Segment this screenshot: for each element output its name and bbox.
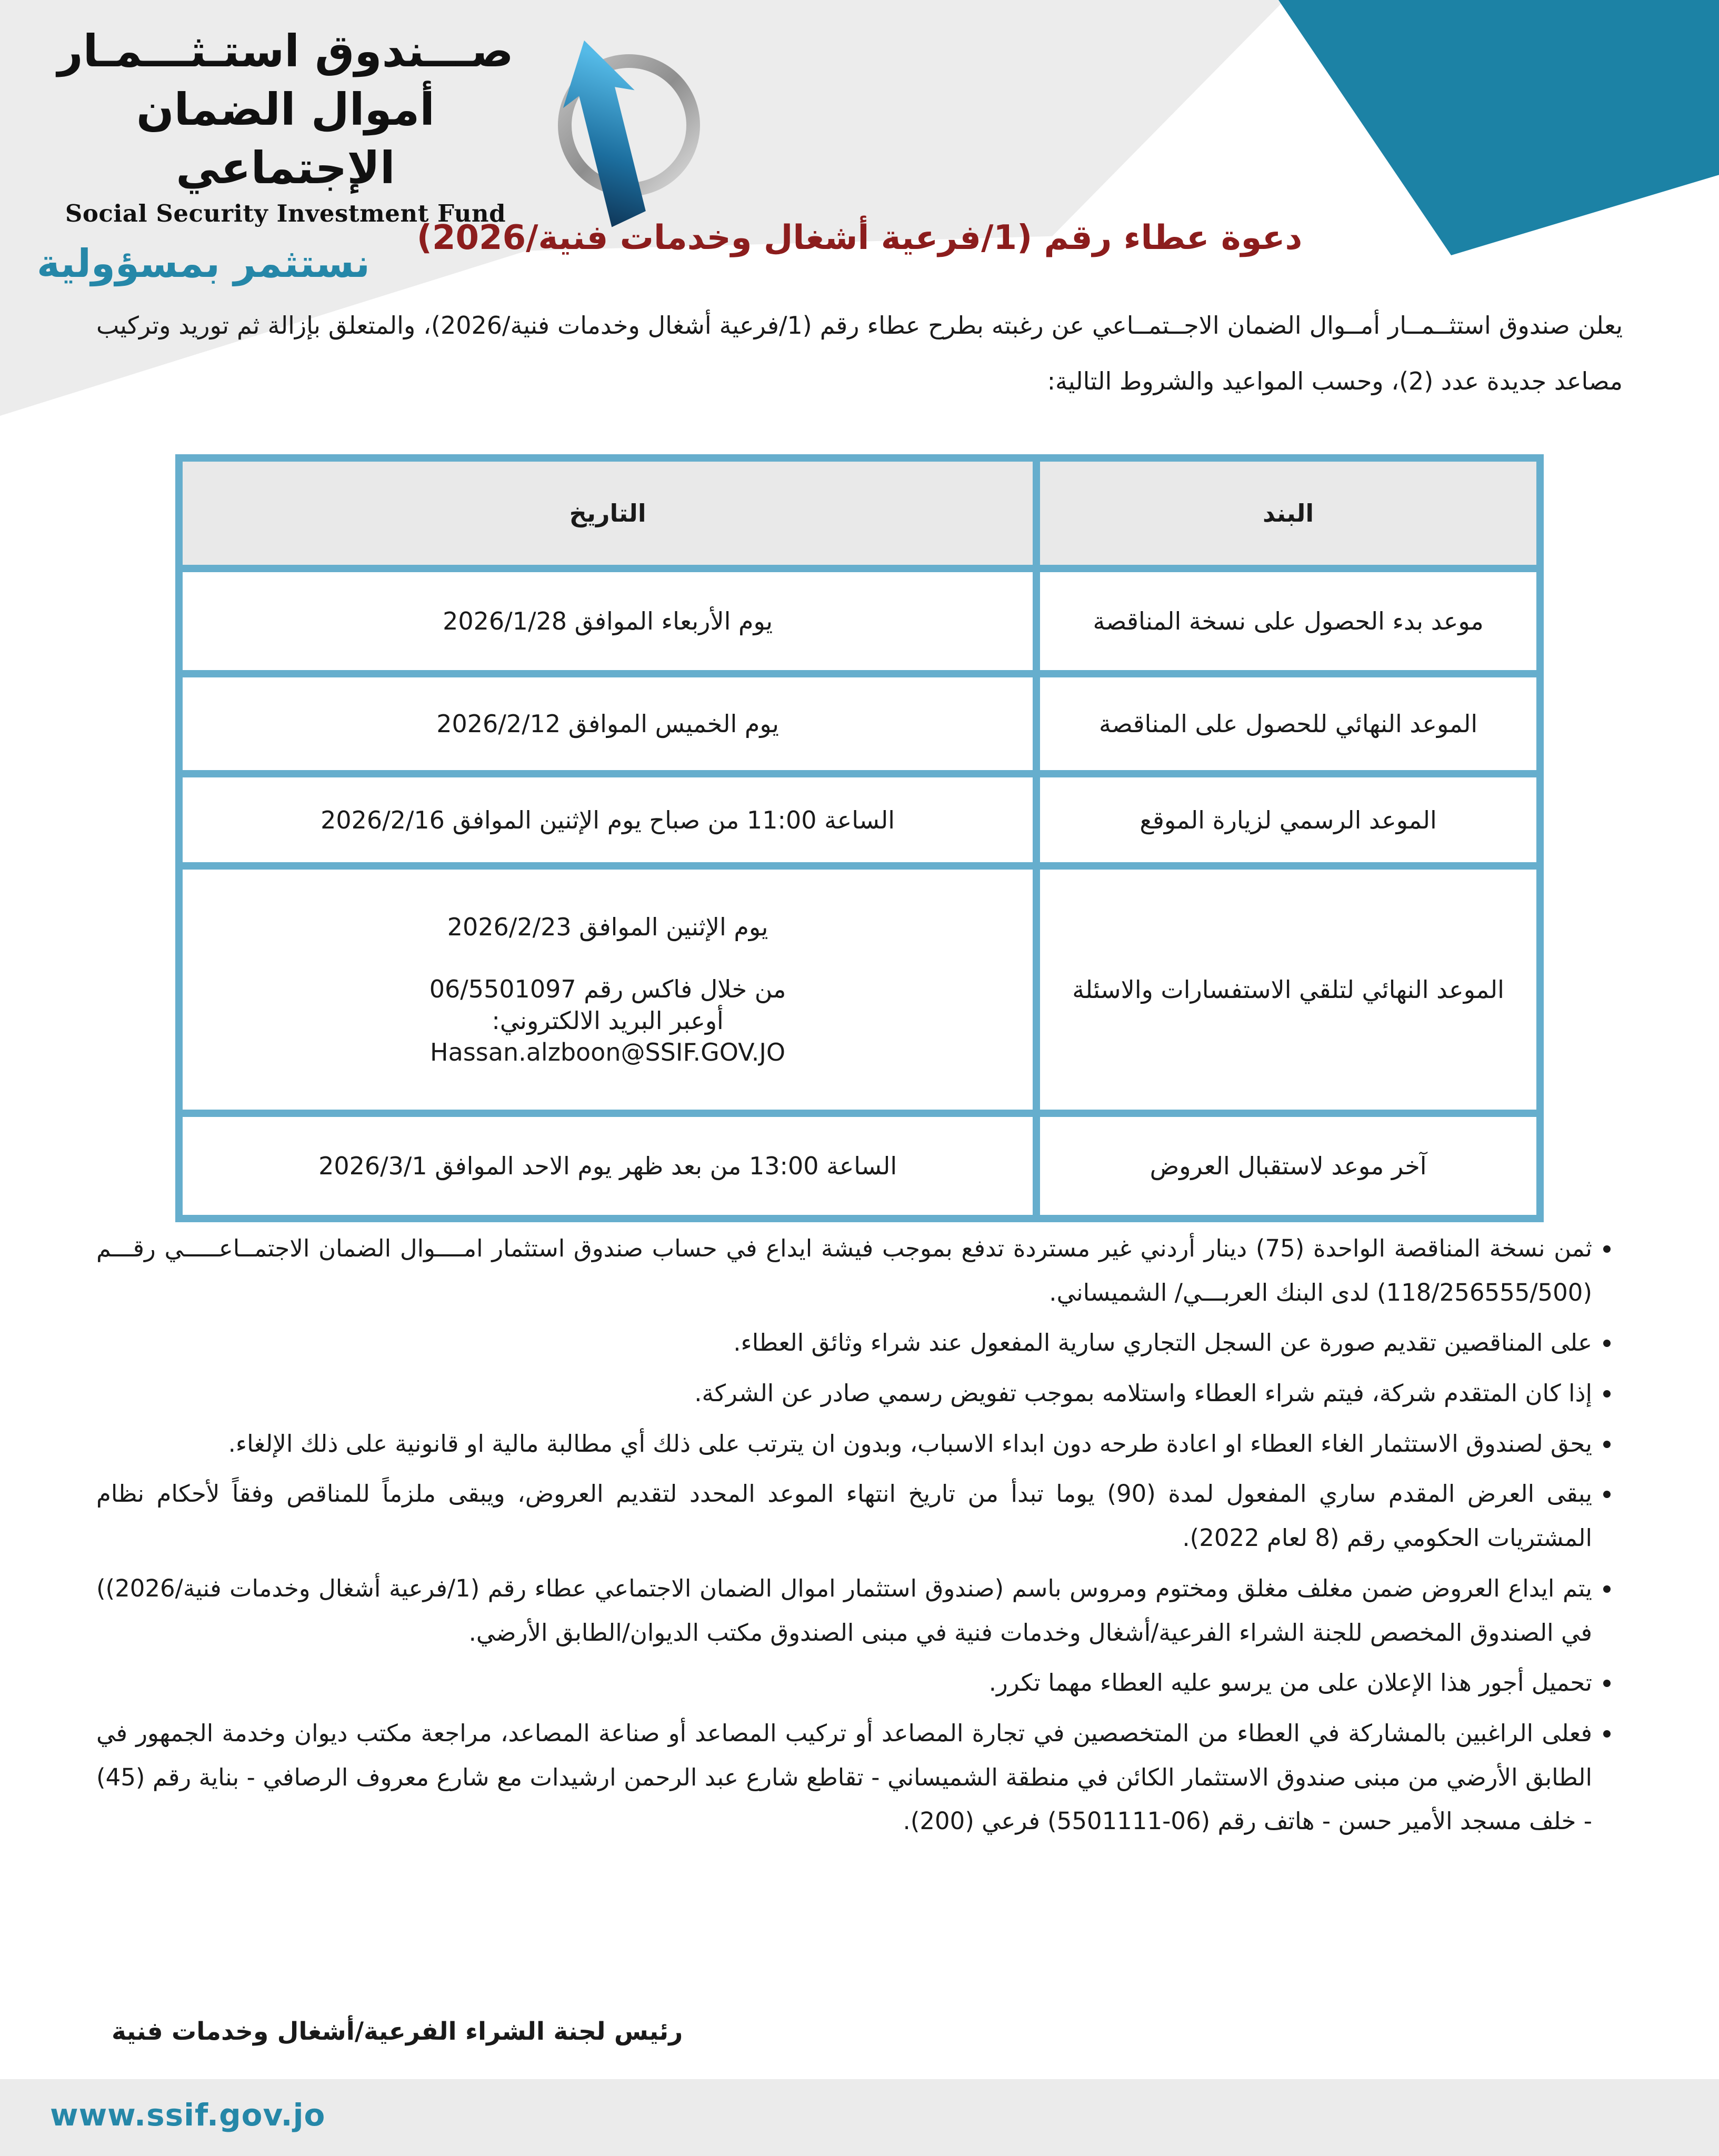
list-item: • فعلى الراغبين بالمشاركة في العطاء من المتخصصين في تجارة المصاعد أو تركيب المصاعد أو صناعة المصاعد، مراجعة مكتب ديوان وخدمة الجمهور في الطابق الأرضي من مبنى صندوق الاستثمار الكائن في منطقة الشميساني - تقاطع شارع عبد الرحمن ارشيدات مع شارع معروف الرصافي - بناية رقم (45) - خلف مسجد الأمير حسن - هاتف رقم (06-5501111) فرعي (200).	[96, 1711, 1592, 1843]
table-row	[179, 774, 1540, 866]
cell-date: يوم الخميس الموافق 2026/2/12	[179, 674, 1036, 774]
table-row	[179, 568, 1540, 674]
arrow-circle-icon	[518, 20, 703, 231]
list-item: • ثمن نسخة المناقصة الواحدة (75) دينار أردني غير مستردة تدفع بموجب فيشة ايداع في حساب صندوق استثمار امــــوال الضمان الاجتمــاعـــــي رقـــم (118/256555/500) لدى البنك العربـــي/ الشميساني.	[96, 1226, 1592, 1314]
table-row	[179, 866, 1540, 1113]
column-header-item: البند	[1036, 458, 1540, 568]
list-item: • يحق لصندوق الاستثمار الغاء العطاء او اعادة طرحه دون ابداء الاسباب، وبدون ان يترتب على ذلك أي مطالبة مالية او قانونية على ذلك الإلغاء.	[96, 1422, 1592, 1466]
column-header-date: التاريخ	[179, 458, 1036, 568]
intro-paragraph: يعلن صندوق استثــمــار أمــوال الضمان الاجــتمــاعي عن رغبته بطرح عطاء رقم (1/فرعية أشغال وخدمات فنية/2026)، والمتعلق بإزالة ثم توريد وتركيب مصاعد جديدة عدد (2)، وحسب المواعيد والشروط التالية:	[96, 311, 1623, 395]
cell-item: آخر موعد لاستقبال العروض	[1036, 1113, 1540, 1219]
cell-email-address: Hassan.alzboon@SSIF.GOV.JO	[430, 1038, 786, 1066]
cell-item: الموعد النهائي للحصول على المناقصة	[1036, 674, 1540, 774]
list-item: • تحميل أجور هذا الإعلان على من يرسو عليه العطاء مهما تكرر.	[96, 1661, 1592, 1705]
tender-title: دعوة عطاء رقم (1/فرعية أشغال وخدمات فنية/2026)	[416, 218, 1303, 257]
logo-english-name: Social Security Investment Fund	[65, 199, 506, 227]
footer-bar	[0, 2079, 1719, 2156]
cell-email-label: أوعبر البريد الالكتروني:	[492, 1006, 724, 1035]
cell-date: الساعة 11:00 من صباح يوم الإثنين الموافق 2026/2/16	[179, 774, 1036, 866]
table-row	[179, 1113, 1540, 1219]
cell-fax-line: من خلال فاكس رقم 06/5501097	[429, 975, 786, 1003]
list-item: • إذا كان المتقدم شركة، فيتم شراء العطاء واستلامه بموجب تفويض رسمي صادر عن الشركة.	[96, 1371, 1592, 1415]
header-teal-accent-shape	[1278, 0, 1719, 255]
logo-tagline: نستثمر بمسؤولية	[37, 241, 370, 286]
cell-item: الموعد الرسمي لزيارة الموقع	[1036, 774, 1540, 866]
cell-spacer	[204, 944, 1012, 972]
cell-date-line: يوم الإثنين الموافق 2026/2/23	[447, 913, 768, 941]
logo-arabic-line1: صـــندوق استـثـــمـار	[57, 25, 514, 77]
list-item: • يبقى العرض المقدم ساري المفعول لمدة (90) يوما تبدأ من تاريخ انتهاء الموعد المحدد لتقديم العروض، ويبقى ملزماً للمناقص وفقاً لأحكام نظام المشتريات الحكومي رقم (8 لعام 2022).	[96, 1472, 1592, 1560]
table-row	[179, 674, 1540, 774]
cell-date	[179, 866, 1036, 1113]
schedule-table	[175, 454, 1544, 1222]
signature-line: رئيس لجنة الشراء الفرعية/أشغال وخدمات فنية	[112, 2017, 683, 2046]
cell-date: يوم الأربعاء الموافق 2026/1/28	[179, 568, 1036, 674]
website-link: www.ssif.gov.jo	[50, 2097, 326, 2133]
cell-item: موعد بدء الحصول على نسخة المناقصة	[1036, 568, 1540, 674]
cell-date: الساعة 13:00 من بعد ظهر يوم الاحد الموافق 2026/3/1	[179, 1113, 1036, 1219]
cell-item: الموعد النهائي لتلقي الاستفسارات والاسئلة	[1036, 866, 1540, 1113]
terms-list	[96, 1226, 1623, 1850]
list-item: • على المناقصين تقديم صورة عن السجل التجاري سارية المفعول عند شراء وثائق العطاء.	[96, 1321, 1592, 1365]
logo-arabic-line2: أموال الضمان الإجتماعي	[136, 83, 435, 194]
list-item: • يتم ايداع العروض ضمن مغلف مغلق ومختوم ومروس باسم (صندوق استثمار اموال الضمان الاجتماعي عطاء رقم (1/فرعية أشغال وخدمات فنية/2026)) في الصندوق المخصص للجنة الشراء الفرعية/أشغال وخدمات فنية في مبنى الصندوق مكتب الديوان/الطابق الأرضي.	[96, 1566, 1592, 1654]
table-header-row	[179, 458, 1540, 568]
